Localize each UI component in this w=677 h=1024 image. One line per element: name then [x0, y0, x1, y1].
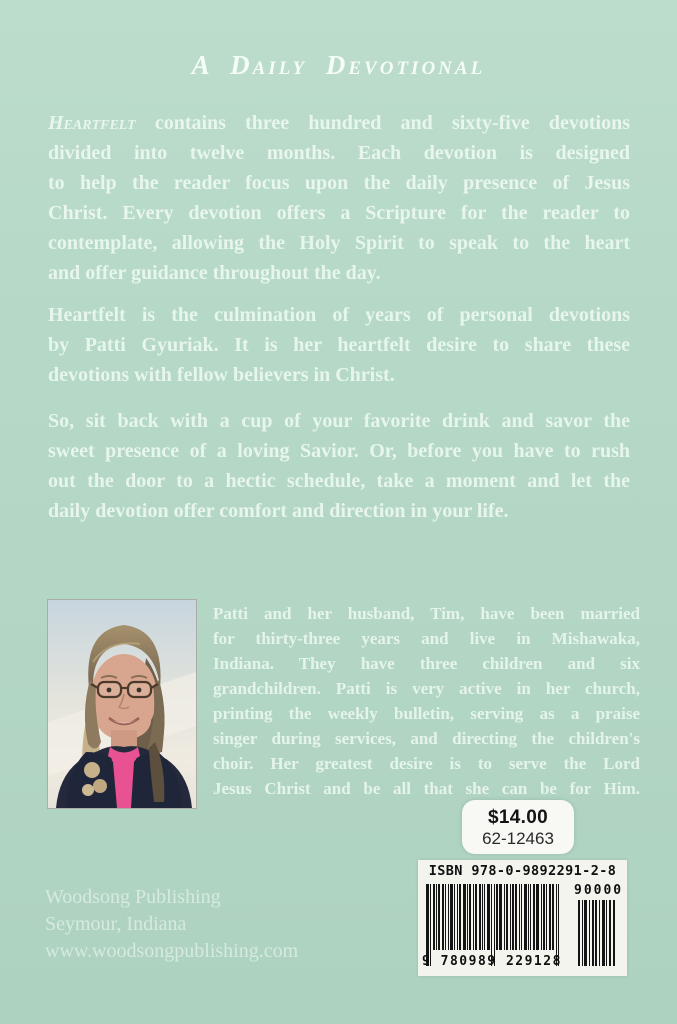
barcode-bar: [436, 884, 437, 950]
barcode-bar: [479, 884, 481, 950]
text-line: and offer guidance throughout the day.: [48, 262, 381, 284]
barcode-bar: [510, 884, 511, 950]
barcode-bar: [584, 900, 587, 966]
barcode-bar: [454, 884, 455, 950]
about-book-paragraph: [48, 300, 630, 390]
text-line: contemplate, allowing the Holy Spirit to speak to the heart: [48, 232, 630, 254]
barcode-bar: [541, 884, 542, 950]
barcode-bar: [506, 884, 508, 950]
text-line: Jesus Christ and be all that she can be for Him.: [213, 779, 640, 798]
barcode-bar: [496, 884, 498, 950]
addon-barcode: [578, 900, 620, 966]
text-line: Patti and her husband, Tim, have been married: [213, 604, 640, 623]
isbn-label: ISBN 978-0-9892291-2-8: [428, 863, 617, 879]
barcode-bar: [609, 900, 611, 966]
barcode-bar: [521, 884, 522, 950]
ean-digits: 9 780989 229128: [422, 954, 562, 969]
barcode-bar: [499, 884, 502, 950]
barcode-bar: [582, 900, 583, 966]
barcode-bar: [457, 884, 458, 950]
author-portrait-illustration: [48, 600, 196, 808]
barcode-bar: [606, 900, 607, 966]
text-line: devotions with fellow believers in Christ.: [48, 364, 395, 386]
barcode-bar: [546, 884, 547, 950]
publisher-info: [45, 884, 298, 965]
barcode-bar: [438, 884, 440, 950]
barcode-bar: [482, 884, 483, 950]
barcode-bar: [515, 884, 517, 950]
text-line: by Patti Gyuriak. It is her heartfelt desire to share these: [48, 334, 630, 356]
text-line: Heartfelt is the culmination of years of personal devotions: [48, 304, 630, 326]
publisher-location: Seymour, Indiana: [45, 913, 187, 935]
text-fragment: contains three hundred and sixty-five devotions: [154, 112, 630, 134]
text-line: out the door to a hectic schedule, take a moment and let the: [48, 470, 630, 492]
text-line: [48, 108, 630, 138]
barcode-bar: [599, 900, 600, 966]
barcode-bar: [512, 884, 514, 950]
barcode-bar: [549, 884, 551, 950]
barcode-bar: [484, 884, 485, 950]
barcode-bar: [552, 884, 554, 950]
book-title-lead-word: Heartfelt: [48, 112, 136, 134]
barcode-block: [418, 860, 627, 976]
text-line: to help the reader focus upon the daily presence of Jesus: [48, 172, 630, 194]
text-line: grandchildren. Patti is very active in her church,: [213, 679, 640, 698]
barcode-bar: [519, 884, 520, 950]
author-bio-paragraph: [213, 601, 640, 801]
price-label: $14.00: [488, 807, 548, 828]
barcode-bar: [533, 884, 535, 950]
barcode-bar: [504, 884, 505, 950]
barcode-bar: [433, 884, 435, 950]
barcode-bar: [475, 884, 477, 950]
barcode-bar: [543, 884, 545, 950]
barcode-bar: [592, 900, 594, 966]
page-title: A Daily Devotional: [191, 50, 486, 80]
publisher-name: Woodsong Publishing: [45, 886, 221, 908]
barcode-bar: [602, 900, 605, 966]
publisher-website: www.woodsongpublishing.com: [45, 940, 299, 962]
barcode-bar: [530, 884, 531, 950]
text-line: daily devotion offer comfort and direction in your life.: [48, 500, 509, 522]
barcode-bar: [528, 884, 529, 950]
sku-code: 62-12463: [482, 829, 554, 848]
barcode-bar: [448, 884, 449, 950]
barcode-bar: [463, 884, 466, 950]
barcode-bar: [536, 884, 539, 950]
barcode-bar: [445, 884, 446, 950]
barcode-bar: [469, 884, 471, 950]
barcode-bar: [595, 900, 597, 966]
text-line: printing the weekly bulletin, serving as a praise: [213, 704, 640, 723]
text-line: for thirty-three years and live in Mishawaka,: [213, 629, 640, 648]
text-line: choir. Her greatest desire is to serve the Lord: [213, 754, 640, 773]
text-line: singer during services, and directing the children's: [213, 729, 640, 748]
barcode-addon-code: 90000: [574, 883, 624, 898]
invitation-paragraph: [48, 406, 630, 526]
barcode-bar: [487, 884, 490, 950]
barcode-bar: [524, 884, 527, 950]
text-line: So, sit back with a cup of your favorite drink and savor the: [48, 410, 630, 432]
barcode-bar: [467, 884, 468, 950]
price-sticker: [462, 800, 574, 854]
barcode-bar: [613, 900, 615, 966]
barcode-bar: [459, 884, 461, 950]
text-line: Indiana. They have three children and six: [213, 654, 640, 673]
barcode-bar: [473, 884, 474, 950]
barcode-bar: [578, 900, 580, 966]
synopsis-paragraph: [48, 108, 630, 288]
text-line: divided into twelve months. Each devotion is designed: [48, 142, 630, 164]
author-photo: [47, 599, 197, 809]
barcode-bar: [450, 884, 453, 950]
barcode-bar: [589, 900, 590, 966]
text-line: sweet presence of a loving Savior. Or, before you have to rush: [48, 440, 630, 462]
barcode-bar: [442, 884, 444, 950]
text-line: Christ. Every devotion offers a Scripture for the reader to: [48, 202, 630, 224]
